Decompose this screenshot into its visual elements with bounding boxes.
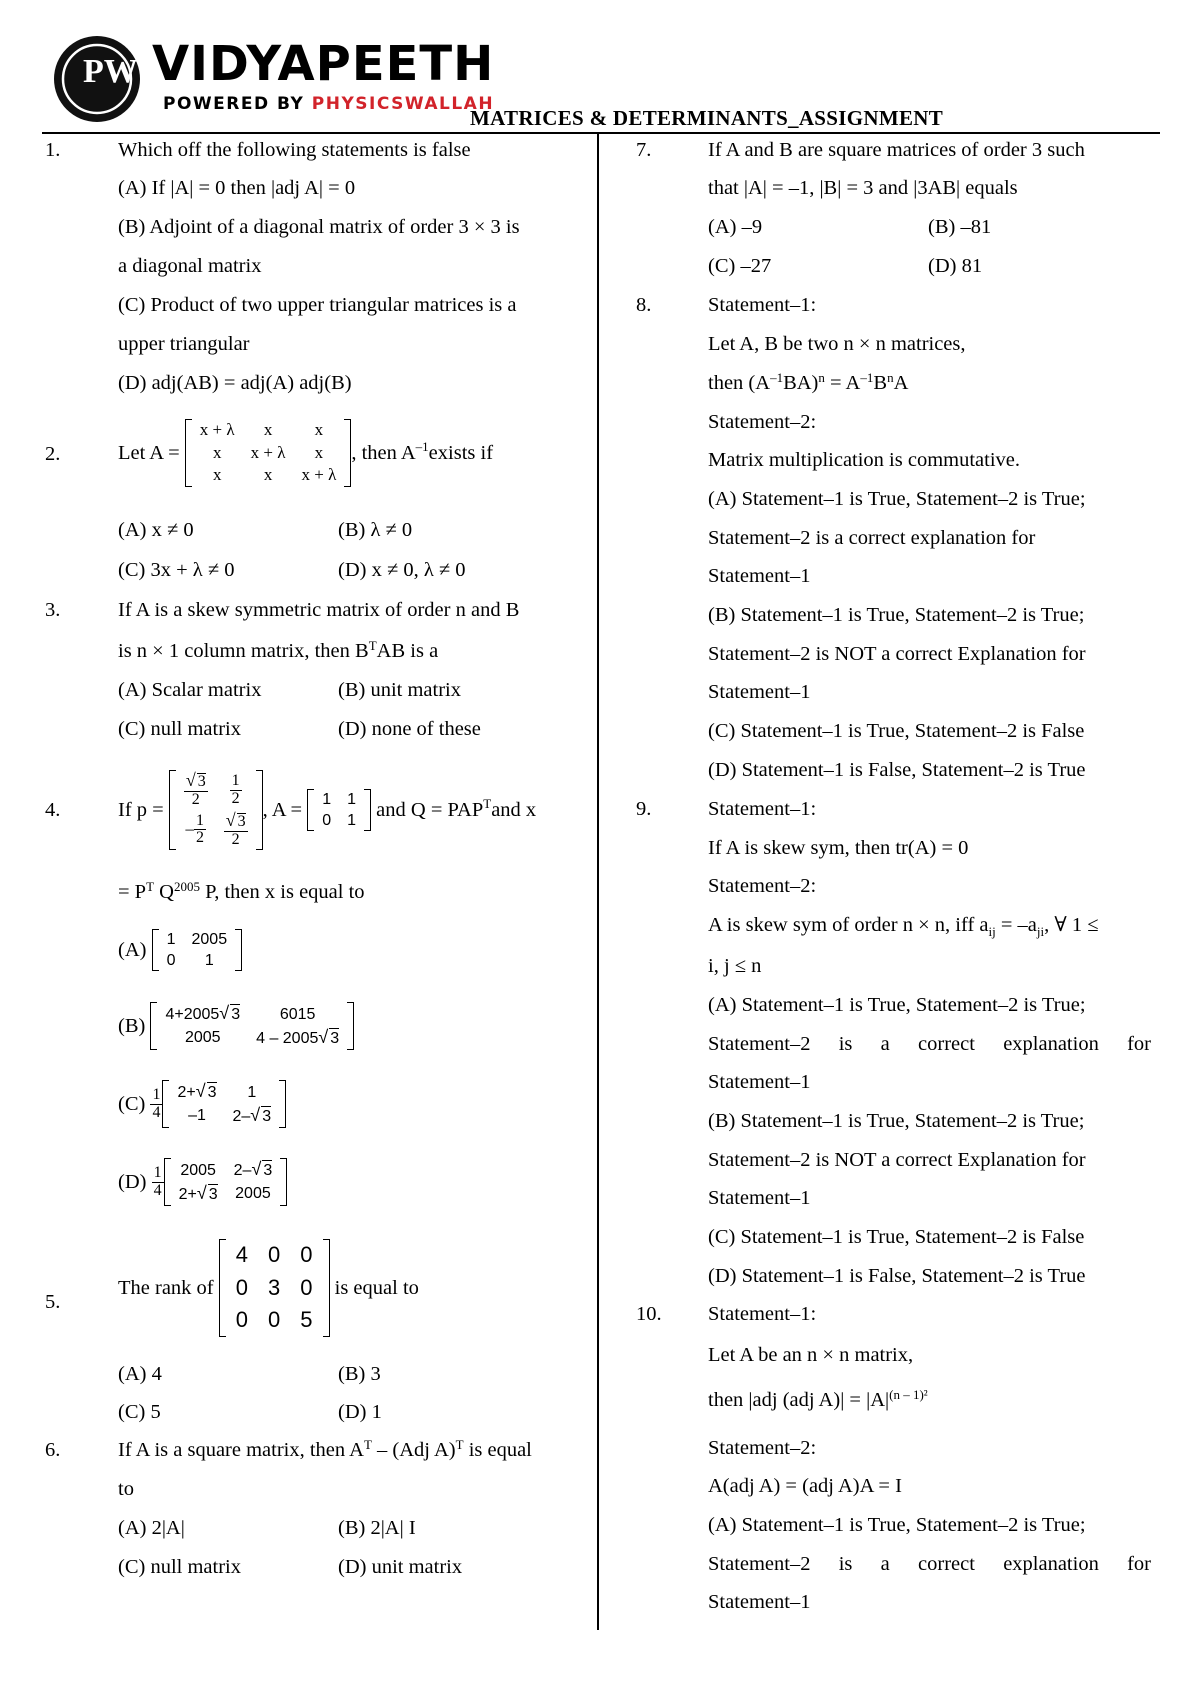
question-stem-cont: to	[118, 1478, 134, 1500]
option-a: (A) Scalar matrix	[118, 679, 262, 701]
option-a-cont: Statement–2 is a correct explanation for	[708, 1033, 1151, 1055]
option-c: (C) Statement–1 is True, Statement–2 is False	[708, 720, 1085, 742]
option-c: (C) 5	[118, 1401, 161, 1423]
option-a: (A) 1 2005 0 1	[118, 922, 242, 978]
matrix-a: x + λ x x x x + λ x x x x + λ	[185, 419, 352, 486]
option-d: (D) unit matrix	[338, 1556, 463, 1578]
option-c: (C) –27	[708, 255, 772, 277]
option-a-cont: Statement–2 is a correct explanation for	[708, 527, 1036, 549]
statement-2-label: Statement–2:	[708, 875, 817, 897]
statement-2-text: A is skew sym of order n × n, iff $a_{ij} = -a_{ji}$, ∀ 1 ≤	[708, 914, 1099, 939]
column-divider	[597, 134, 599, 1630]
question-number: 6.	[45, 1439, 61, 1461]
option-a: (A) Statement–1 is True, Statement–2 is True;	[708, 1514, 1086, 1536]
question-stem: If p = $\frac{√ 3}{2}$ $\frac{1}{2}$ – $\frac{1}{2}$ $\frac{√ 3}{2}$ , A = 1 1 0 1 and Q = PAP $^T$ and x	[118, 770, 537, 848]
option-d: (D) Statement–1 is False, Statement–2 is True	[708, 759, 1086, 781]
option-a-cont: Statement–2 is a correct explanation for	[708, 1553, 1151, 1575]
option-b: (B) Statement–1 is True, Statement–2 is True;	[708, 1110, 1085, 1132]
matrix-a: 1 1 0 1	[307, 789, 371, 831]
option-a-cont: Statement–1	[708, 565, 811, 587]
option-a: (A) x ≠ 0	[118, 519, 194, 541]
option-a: (A) Statement–1 is True, Statement–2 is True;	[708, 488, 1086, 510]
option-a: (A) –9	[708, 216, 763, 238]
question-stem-cont: = $P^T$ $Q^{2005}$ P, then x is equal to	[118, 879, 365, 903]
question-number: 10.	[636, 1303, 662, 1325]
option-d: (D) Statement–1 is False, Statement–2 is True	[708, 1265, 1086, 1287]
option-c-matrix: 2+√ 3 1 –1 2–√ 3	[162, 1080, 286, 1127]
statement-1-label: Statement–1:	[708, 798, 817, 820]
logo-letter-p: PW	[83, 53, 138, 90]
statement-1-label: Statement–1:	[708, 294, 817, 316]
option-a-cont: Statement–1	[708, 1071, 811, 1093]
option-c: (C) null matrix	[118, 718, 241, 740]
option-b: (B) unit matrix	[338, 679, 461, 701]
option-b: (B) Statement–1 is True, Statement–2 is True;	[708, 604, 1085, 626]
option-b-cont: Statement–2 is NOT a correct Explanation for	[708, 1149, 1086, 1171]
question-number: 4.	[45, 799, 61, 821]
question-stem-cont: is n × 1 column matrix, then $B^TAB$ is a	[118, 638, 439, 662]
assignment-title: MATRICES & DETERMINANTS_ASSIGNMENT	[470, 106, 944, 130]
statement-2-label: Statement–2:	[708, 411, 817, 433]
statement-2-label: Statement–2:	[708, 1437, 817, 1459]
question-stem: Let A = x + λ x x x x + λ x x x x + λ , then A $^{-1}$ exists if	[118, 408, 493, 498]
option-c: (C) 1 4 2+√ 3 1 –1 2–√ 3	[118, 1074, 286, 1134]
statement-1-text: Let A be an n × n matrix,	[708, 1344, 914, 1366]
option-d: (D) 1 4 2005 2–√ 3 2+√ 3 2005	[118, 1152, 287, 1212]
question-stem: Which off the following statements is false	[118, 139, 471, 161]
option-d: (D) adj(AB) = adj(A) adj(B)	[118, 372, 352, 394]
question-number: 2.	[45, 443, 61, 465]
option-d: (D) 81	[928, 255, 983, 277]
option-c: (C) Product of two upper triangular matrices is a	[118, 294, 517, 316]
option-c: (C) 3x + λ ≠ 0	[118, 559, 235, 581]
statement-2-text: A(adj A) = (adj A)A = I	[708, 1475, 902, 1497]
question-number: 5.	[45, 1291, 61, 1313]
rank-matrix: 4 0 0 0 3 0 0 0 5	[219, 1239, 330, 1336]
option-b: (B) 4+2005√ 3 6015 2005 4 – 2005√ 3	[118, 996, 354, 1056]
option-b-cont: Statement–1	[708, 681, 811, 703]
question-stem: If A is a square matrix, then $A^T - (Adj$ A)$^T$ is equal	[118, 1437, 532, 1461]
pw-logo-icon	[52, 34, 142, 124]
question-number: 8.	[636, 294, 652, 316]
question-stem: The rank of 4 0 0 0 3 0 0 0 5 is equal to	[118, 1234, 419, 1342]
option-b-cont: Statement–1	[708, 1187, 811, 1209]
option-c: (C) Statement–1 is True, Statement–2 is False	[708, 1226, 1085, 1248]
statement-2-text: Matrix multiplication is commutative.	[708, 449, 1021, 471]
statement-2-text-cont: i, j ≤ n	[708, 955, 762, 977]
option-c: (C) null matrix	[118, 1556, 241, 1578]
option-b: (B) 2|A| I	[338, 1517, 416, 1539]
statement-1-formula: then $(A^{-1}BA)^n = A^{-1}B^nA$	[708, 370, 909, 394]
option-a: (A) 2|A|	[118, 1517, 185, 1539]
option-a: (A) 4	[118, 1363, 162, 1385]
option-b-matrix: 4+2005√ 3 6015 2005 4 – 2005√ 3	[150, 1002, 354, 1049]
option-a-cont: Statement–1	[708, 1591, 811, 1613]
statement-1-label: Statement–1:	[708, 1303, 817, 1325]
question-number: 1.	[45, 139, 61, 161]
option-b: (B) –81	[928, 216, 992, 238]
statement-1-text: Let A, B be two n × n matrices,	[708, 333, 966, 355]
brand-name: VIDYAPEETH	[152, 36, 495, 92]
option-b-cont: Statement–2 is NOT a correct Explanation for	[708, 643, 1086, 665]
option-b: (B) λ ≠ 0	[338, 519, 413, 541]
question-stem: If A is a skew symmetric matrix of order n and B	[118, 599, 520, 621]
option-d: (D) x ≠ 0, λ ≠ 0	[338, 559, 466, 581]
option-d-matrix: 2005 2–√ 3 2+√ 3 2005	[164, 1158, 288, 1205]
question-number: 7.	[636, 139, 652, 161]
option-a: (A) If |A| = 0 then |adj A| = 0	[118, 177, 356, 199]
question-number: 9.	[636, 798, 652, 820]
statement-1-text: If A is skew sym, then tr(A) = 0	[708, 837, 969, 859]
matrix-p: $\frac{√ 3}{2}$ $\frac{1}{2}$ – $\frac{1}{2}$ $\frac{√ 3}{2}$	[169, 770, 263, 849]
option-d: (D) 1	[338, 1401, 382, 1423]
statement-1-formula: then |adj (adj $A)| = |A|^{(n - 1)^2}$	[708, 1387, 928, 1411]
option-b-cont: a diagonal matrix	[118, 255, 262, 277]
option-d: (D) none of these	[338, 718, 481, 740]
option-b: (B) Adjoint of a diagonal matrix of order 3 × 3 is	[118, 216, 520, 238]
option-b: (B) 3	[338, 1363, 381, 1385]
brand-tagline: POWERED BY PHYSICSWALLAH	[163, 94, 495, 114]
option-a: (A) Statement–1 is True, Statement–2 is True;	[708, 994, 1086, 1016]
question-number: 3.	[45, 599, 61, 621]
question-stem-cont: that |A| = –1, |B| = 3 and |3AB| equals	[708, 177, 1018, 199]
option-c-cont: upper triangular	[118, 333, 250, 355]
question-stem: If A and B are square matrices of order 3 such	[708, 139, 1085, 161]
header-divider	[42, 132, 1160, 134]
option-a-matrix: 1 2005 0 1	[152, 929, 243, 971]
